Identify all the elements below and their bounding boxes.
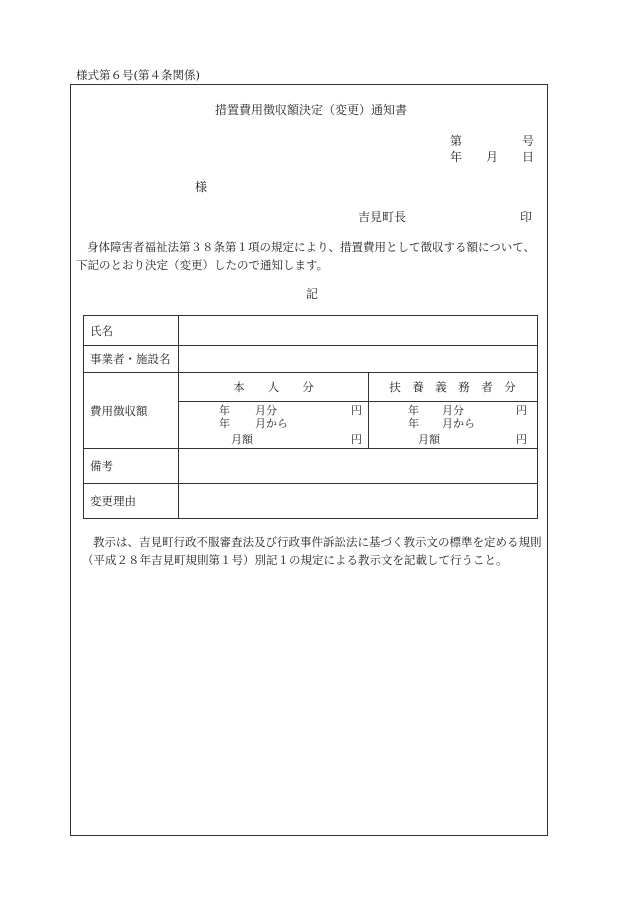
self-yen-2: 円 <box>351 433 362 446</box>
self-monthly: 月額 <box>231 433 253 446</box>
supporter-portion-header: 扶 養 義 務 者 分 <box>389 380 516 394</box>
seal-mark: 印 <box>520 210 533 224</box>
table-row <box>84 449 538 484</box>
self-portion-header: 本 人 分 <box>179 373 369 401</box>
supporter-portion-detail <box>368 401 537 448</box>
supporter-month-portion: 月分 <box>442 404 464 417</box>
supporter-yen-2: 円 <box>516 433 527 446</box>
supporter-year-1: 年 <box>408 404 419 417</box>
doc-number-prefix: 第 <box>450 134 463 148</box>
table-row <box>84 316 538 346</box>
remarks-value-cell <box>179 449 538 484</box>
reason-value-cell <box>179 484 538 519</box>
date-year: 年 <box>450 150 463 164</box>
notice-paragraph: 教示は、吉見町行政不服審査法及び行政事件訴訟法に基づく教示文の標準を定める規則（平成２８年吉見町規則第１号）別記１の規定による教示文を記載して行うこと。 <box>82 535 542 567</box>
fee-detail-cell <box>179 373 538 449</box>
document-title: 措置費用徴収額決定（変更）通知書 <box>215 103 408 117</box>
ki-heading: 記 <box>306 287 319 301</box>
form-number: 様式第６号(第４条関係) <box>76 68 200 82</box>
issuer-name: 吉見町長 <box>358 210 407 224</box>
doc-number-suffix: 号 <box>522 134 535 148</box>
addressee-suffix: 様 <box>195 180 208 194</box>
supporter-year-2: 年 <box>408 417 419 430</box>
self-portion-detail <box>179 401 369 448</box>
self-year-1: 年 <box>219 404 230 417</box>
facility-label: 事業者・施設名 <box>84 346 179 373</box>
date-month: 月 <box>486 150 499 164</box>
body-paragraph: 身体障害者福祉法第３８条第１項の規定により、措置費用として徴収する額について、下記のとおり決定（変更）したので通知します。 <box>76 240 536 272</box>
fee-table <box>83 315 538 519</box>
fee-label: 費用徴収額 <box>84 373 179 449</box>
facility-value-cell <box>179 346 538 373</box>
table-row <box>84 484 538 519</box>
supporter-month-from: 月から <box>442 417 475 430</box>
date-day: 日 <box>522 150 535 164</box>
reason-label: 変更理由 <box>84 484 179 519</box>
supporter-monthly: 月額 <box>418 433 440 446</box>
table-row <box>84 346 538 373</box>
self-yen-1: 円 <box>351 404 362 417</box>
remarks-label: 備考 <box>84 449 179 484</box>
name-value-cell <box>179 316 538 346</box>
supporter-yen-1: 円 <box>516 404 527 417</box>
table-row <box>84 373 538 449</box>
self-month-from: 月から <box>255 417 288 430</box>
name-label: 氏名 <box>84 316 179 346</box>
self-month-portion: 月分 <box>255 404 277 417</box>
self-year-2: 年 <box>219 417 230 430</box>
